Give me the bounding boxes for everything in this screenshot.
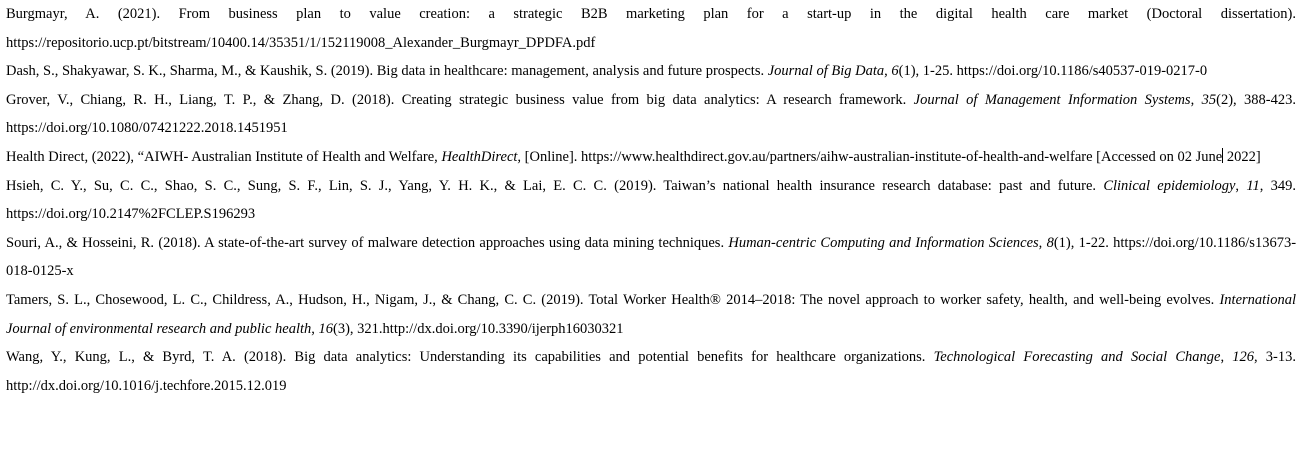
- reference-text: (2), 388-423. https://doi.org/10.1080/07421222.2018.1451951: [6, 91, 1297, 137]
- reference-text: Souri, A., & Hosseini, R. (2018). A state-of-the-art survey of malware detection approaches using data mining techniques.: [6, 234, 729, 251]
- reference-text: (3), 321.http://dx.doi.org/10.3390/ijerph16030321: [333, 320, 624, 337]
- reference-italic-text: Journal of Management Information Systems: [913, 91, 1191, 108]
- reference-entry: [6, 0, 1296, 57]
- reference-text: ,: [1038, 234, 1047, 251]
- reference-entry: [6, 143, 1296, 172]
- reference-text: Burgmayr, A. (2021). From business plan to value creation: a strategic B2B marketing plan for a start-up in the digital health care market (Doctoral dissertation). https://repositorio.ucp.pt/bitstream/10400.14/35351/1/152119008_Alexander_Burgmayr_DPDFA.pdf: [6, 6, 1296, 51]
- reference-entry: [6, 286, 1296, 343]
- reference-italic-text: 11: [1246, 177, 1260, 194]
- reference-italic-text: 35: [1201, 91, 1217, 108]
- reference-text: Grover, V., Chiang, R. H., Liang, T. P., & Zhang, D. (2018). Creating strategic business value from big data analytics: A research framework.: [6, 91, 914, 108]
- reference-text: Tamers, S. L., Chosewood, L. C., Childress, A., Hudson, H., Nigam, J., & Chang, C. C. (2019). Total Worker Health® 2014–2018: The novel approach to worker safety, health, and well-being evolves.: [6, 291, 1220, 308]
- reference-entry: [6, 229, 1296, 286]
- reference-text: [Online]. https://www.healthdirect.gov.au/partners/aihw-australian-institute-of-health-and-welfare [Accessed on 02 June: [521, 148, 1223, 165]
- reference-italic-text: Journal of Big Data: [767, 63, 885, 80]
- reference-text: 2022]: [1223, 148, 1261, 165]
- reference-text: Health Direct, (2022), “AIWH- Australian Institute of Health and Welfare,: [6, 148, 442, 165]
- reference-text: ,: [1235, 177, 1247, 194]
- reference-text: ,: [1190, 91, 1202, 108]
- reference-italic-text: 16: [318, 320, 334, 337]
- reference-list: [6, 0, 1296, 400]
- reference-text: ,: [311, 320, 319, 337]
- reference-entry: [6, 57, 1296, 86]
- reference-text: Wang, Y., Kung, L., & Byrd, T. A. (2018). Big data analytics: Understanding its capabilities and potential benefits for healthcare organizations.: [6, 349, 934, 366]
- reference-text: (1), 1-22. https://doi.org/10.1186/s13673-018-0125-x: [6, 234, 1297, 280]
- reference-italic-text: HealthDirect,: [441, 148, 522, 165]
- reference-text: ,: [1220, 349, 1233, 366]
- reference-entry: [6, 172, 1296, 229]
- reference-italic-text: Clinical epidemiology: [1103, 177, 1236, 194]
- reference-entry: [6, 86, 1296, 143]
- reference-entry: [6, 343, 1296, 400]
- reference-text: , 3-13. http://dx.doi.org/10.1016/j.techfore.2015.12.019: [6, 349, 1297, 394]
- reference-italic-text: 8: [1046, 234, 1054, 251]
- reference-italic-text: 126: [1232, 349, 1255, 366]
- reference-text: ,: [884, 63, 892, 80]
- reference-text: , 349. https://doi.org/10.2147%2FCLEP.S196293: [6, 177, 1297, 223]
- reference-italic-text: International Journal of environmental research and public health: [6, 291, 1296, 337]
- reference-text: Hsieh, C. Y., Su, C. C., Shao, S. C., Sung, S. F., Lin, S. J., Yang, Y. H. K., & Lai, E. C. C. (2019). Taiwan’s national health insurance research database: past and future.: [6, 177, 1104, 194]
- reference-italic-text: Technological Forecasting and Social Change: [933, 349, 1221, 366]
- reference-text: (1), 1-25. https://doi.org/10.1186/s40537-019-0217-0: [898, 63, 1208, 80]
- reference-text: Dash, S., Shakyawar, S. K., Sharma, M., & Kaushik, S. (2019). Big data in healthcare: management, analysis and future prospects.: [6, 63, 768, 80]
- reference-italic-text: Human-centric Computing and Information Sciences: [728, 234, 1039, 251]
- reference-italic-text: 6: [891, 63, 899, 80]
